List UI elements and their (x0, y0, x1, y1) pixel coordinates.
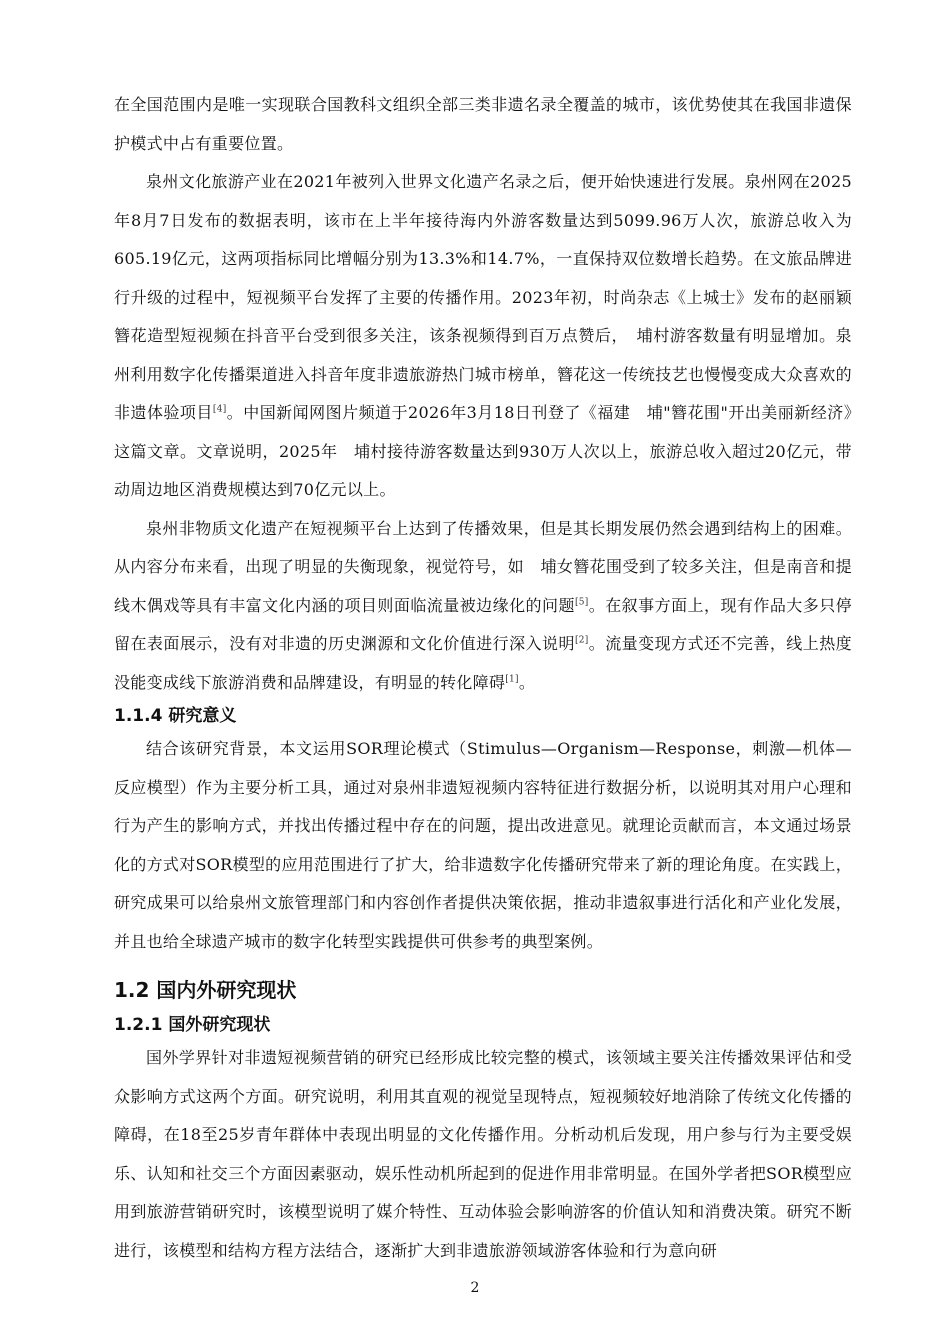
paragraph-tourism-growth (114, 163, 852, 510)
citation-ref: [4] (212, 404, 227, 415)
paragraph-continued: 在全国范围内是唯一实现联合国教科文组织全部三类非遗名录全覆盖的城市，该优势使其在我国非遗保护模式中占有重要位置。 (114, 95, 852, 153)
paragraph-text: 。流量变现方式还不完善，线上热度没能变成线下旅游消费和品牌建设，有明显的转化障碍 (114, 634, 852, 692)
citation-ref: [5] (574, 597, 589, 608)
paragraph-text: 泉州非物质文化遗产在短视频平台上达到了传播效果，但是其长期发展仍然会遇到结构上的困难。从内容分布来看，出现了明显的失衡现象，视觉符号，如 埔女簪花围受到了较多关注，但是南音和提线木偶戏等具有丰富文化内涵的项目则面临流量被边缘化的问题 (114, 518, 852, 615)
citation-ref: [2] (574, 635, 589, 646)
heading-foreign-research: 1.2.1 国外研究现状 (114, 1015, 271, 1035)
paragraph-text: 。在叙事方面上，现有作品大多只停留在表面展示，没有对非遗的历史渊源和文化价值进行深入说明 (114, 595, 852, 653)
page-body (114, 86, 852, 1270)
citation-ref: [1] (505, 674, 519, 685)
page-number: 2 (470, 1280, 480, 1296)
paragraph-significance: 结合该研究背景，本文运用SOR理论模式（Stimulus—Organism—Response，刺激—机体—反应模型）作为主要分析工具，通过对泉州非遗短视频内容特征进行数据分析，以说明其对用户心理和行为产生的影响方式，并找出传播过程中存在的问题，提出改进意见。就理论贡献而言，本文通过场景化的方式对SOR模型的应用范围进行了扩大，给非遗数字化传播研究带来了新的理论角度。在实践上，研究成果可以给泉州文旅管理部门和内容创作者提供决策依据，推动非遗叙事进行活化和产业化发展，并且也给全球遗产城市的数字化转型实践提供可供参考的典型案例。 (114, 739, 852, 951)
paragraph-text: 。 (518, 672, 536, 692)
heading-research-status: 1.2 国内外研究现状 (114, 978, 297, 1002)
paragraph-text: 。中国新闻网图片频道于2026年3月18日刊登了《福建 埔"簪花围"开出美丽新经济》这篇文章。文章说明，2025年 埔村接待游客数量达到930万人次以上，旅游总收入超过20亿元，带动周边地区消费规模达到70亿元以上。 (114, 403, 852, 499)
heading-research-significance: 1.1.4 研究意义 (114, 706, 237, 726)
paragraph-text: 泉州文化旅游产业在2021年被列入世界文化遗产名录之后，便开始快速进行发展。泉州网在2025年8月7日发布的数据表明，该市在上半年接待海内外游客数量达到5099.96万人次，旅游总收入为605.19亿元，这两项指标同比增幅分别为13.3%和14.7%，一直保持双位数增长趋势。在文旅品牌进行升级的过程中，短视频平台发挥了主要的传播作用。2023年初，时尚杂志《上城士》发布的赵丽颖簪花造型短视频在抖音平台受到很多关注，该条视频得到百万点赞后， 埔村游客数量有明显增加。泉州利用数字化传播渠道进入抖音年度非遗旅游热门城市榜单，簪花这一传统技艺也慢慢变成大众喜欢的非遗体验项目 (114, 172, 852, 422)
paragraph-challenges (114, 510, 852, 703)
paragraph-foreign-research: 国外学界针对非遗短视频营销的研究已经形成比较完整的模式，该领域主要关注传播效果评估和受众影响方式这两个方面。研究说明，利用其直观的视觉呈现特点，短视频较好地消除了传统文化传播的障碍，在18至25岁青年群体中表现出明显的文化传播作用。分析动机后发现，用户参与行为主要受娱乐、认知和社交三个方面因素驱动，娱乐性动机所起到的促进作用非常明显。在国外学者把SOR模型应用到旅游营销研究时，该模型说明了媒介特性、互动体验会影响游客的价值认知和消费决策。研究不断进行，该模型和结构方程方法结合，逐渐扩大到非遗旅游领域游客体验和行为意向研 (114, 1048, 852, 1260)
